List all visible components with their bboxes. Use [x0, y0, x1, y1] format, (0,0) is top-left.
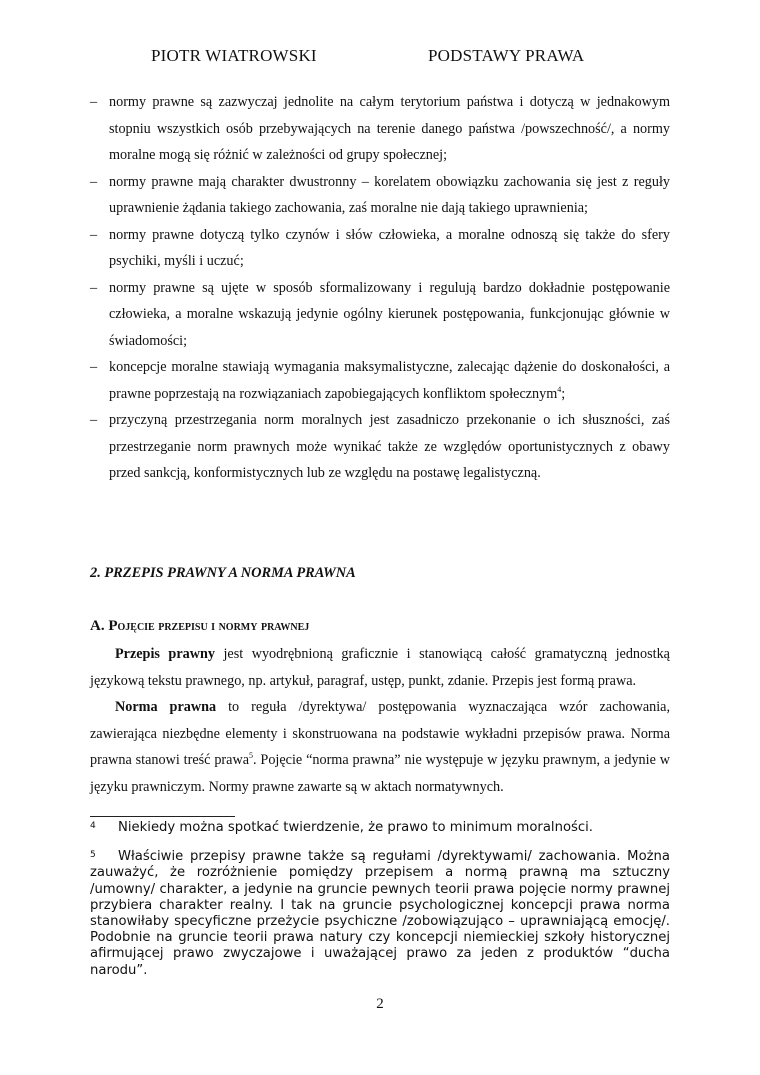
bullet-dash: – — [90, 173, 98, 190]
footnote-number: 5 — [90, 850, 96, 861]
definitions — [90, 641, 670, 800]
term-norma-prawna: Norma prawna — [115, 699, 217, 715]
bullet-dash: – — [90, 279, 98, 296]
footnote-number: 4 — [90, 821, 96, 831]
paragraph-text: to reguła /dyrektywa/ postępowania wyznaczająca wzór zachowania, zawierająca niezbędne elementy i skonstruowana na podstawie wykładni przepisów prawa. Norma prawna stanowi treść prawa — [90, 699, 671, 768]
footnote-ref-5[interactable]: 5 — [249, 751, 253, 760]
footnotes — [90, 820, 670, 979]
list-item — [90, 354, 670, 407]
list-item-punct: ; — [561, 385, 566, 402]
list-item-text: normy prawne są zazwyczaj jednolite na całym terytorium państwa i dotyczą w jednakowym stopniu wszystkich osób przebywających na terenie danego państwa /powszechność/, a normy moralne mogą się różnić w zależności od grupy społecznej; — [109, 94, 670, 163]
paragraph-norma — [90, 694, 670, 800]
list-item — [90, 407, 670, 487]
subsection-letter: A. P — [90, 618, 118, 634]
comparison-list — [90, 89, 670, 487]
paragraph-przepis — [90, 641, 670, 694]
page-number: 2 — [376, 996, 384, 1012]
bullet-dash: – — [90, 94, 98, 110]
list-item — [90, 169, 670, 222]
footnote-5 — [90, 849, 670, 979]
footnote-text: Właściwie przepisy prawne także są regułami /dyrektywami/ zachowania. Można zauważyć, że rozróżnienie pomiędzy przepisem a normą prawną ma sztuczny /umowny/ charakter, a jedynie na gruncie pewnych teorii prawa pojęcie normy prawnej przybiera charakter realny. I tak na gruncie psychologicznej koncepcji prawa norma stanowiłaby specyficzne przeżycie psychiczne /zobowiązująco – uprawniającą emocję/. Podobnie na gruncie teorii prawa natury czy koncepcji niemieckiej szkoły historycznej afirmującej prawo zwyczajowe i uważającej prawo za jeden z produktów “ducha narodu”. — [90, 849, 670, 978]
list-item — [90, 222, 670, 275]
subsection-heading — [90, 618, 309, 635]
list-item-text: normy prawne są ujęte w sposób sformalizowany i regulują bardzo dokładnie postępowanie człowieka, a moralne wskazują jedynie ogólny kierunek postępowania, funkcjonując głównie w świadomości; — [109, 279, 670, 349]
bullet-dash: – — [90, 412, 98, 428]
paragraph-text: jest wyodrębnioną graficznie i stanowiącą całość gramatyczną jednostką językową tekstu prawnego, np. artykuł, paragraf, ustęp, punkt, zdanie. Przepis jest formą prawa. — [90, 646, 670, 689]
header-title: PODSTAWY PRAWA — [428, 46, 585, 65]
paragraph-text-after: . Pojęcie “norma prawna” nie występuje w języku prawnym, a jedynie w języku prawniczym. Normy prawne zawarte są w aktach normatywnych. — [90, 752, 670, 795]
list-item-text: koncepcje moralne stawiają wymagania maksymalistyczne, zalecając dążenie do doskonałości, a prawne poprzestają na rozwiązaniach zapobiegających konfliktom społecznym — [109, 359, 670, 402]
header-author: PIOTR WIATROWSKI — [151, 46, 317, 65]
list-item — [90, 275, 670, 355]
list-item-text: normy prawne mają charakter dwustronny – korelatem obowiązku zachowania się jest z reguły uprawnienie żądania takiego zachowania, zaś moralne nie dają takiego uprawnienia; — [109, 173, 670, 216]
list-item-text: normy prawne dotyczą tylko czynów i słów człowieka, a moralne odnoszą się także do sfery psychiki, myśli i uczuć; — [109, 226, 670, 269]
subsection-title: ojęcie przepisu i normy prawnej — [117, 619, 310, 634]
list-item-text: przyczyną przestrzegania norm moralnych jest zasadniczo przekonanie o ich słuszności, zaś przestrzeganie norm prawnych może wynikać także ze względów oportunistycznych z obawy przed sankcją, konformistycznych lub ze względu na postawę legalistyczną. — [109, 412, 670, 481]
footnote-4 — [90, 820, 670, 836]
footnote-text: Niekiedy można spotkać twierdzenie, że prawo to minimum moralności. — [118, 820, 593, 835]
footnote-ref-4[interactable]: 4 — [557, 384, 562, 394]
list-item — [90, 89, 670, 169]
section-heading: 2. PRZEPIS PRAWNY A NORMA PRAWNA — [90, 565, 356, 581]
term-przepis-prawny: Przepis prawny — [115, 646, 215, 662]
bullet-dash: – — [90, 359, 98, 375]
bullet-dash: – — [90, 226, 98, 243]
footnote-separator — [90, 816, 235, 817]
